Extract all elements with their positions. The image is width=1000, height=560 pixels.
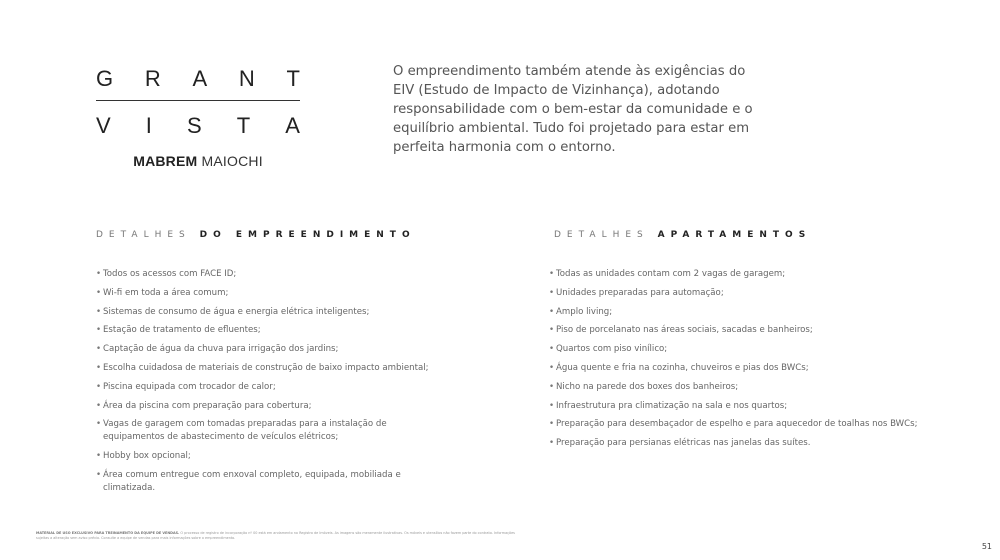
logo-letter: G (96, 66, 114, 91)
intro-paragraph: O empreendimento também atende às exigências do EIV (Estudo de Impacto de Vizinhança), adotando responsabilidade com o bem-estar da comunidade e o equilíbrio ambiental. Tudo foi projetado para estar em perfeita harmonia com o entorno. (393, 64, 753, 155)
section-title-empreendimento (96, 230, 416, 240)
logo-letter: S (186, 113, 202, 138)
list-item: • Unidades preparadas para automação; (549, 287, 929, 300)
section-title-bold: APARTAMENTOS (657, 230, 812, 240)
list-item: • Água quente e fria na cozinha, chuveiros e pias dos BWCs; (549, 362, 929, 375)
logo-letter: V (96, 113, 111, 138)
apartamentos-details-list (549, 268, 929, 456)
logo-letter: T (236, 113, 251, 138)
disclaimer-text: O processo de registro de incorporação nº 00 está em andamento no Registro de Imóveis. As imagens são meramente ilustrativas. Os móveis e utensílios não fazem parte do contrato. Informações sujeitas a alteração sem aviso prévio. Consulte a equipe de vendas para mais informações sobre o empreendimento. (36, 531, 515, 540)
logo-letter: N (238, 66, 255, 91)
list-item: • Wi-fi em toda a área comum; (96, 287, 446, 300)
list-item: • Nicho na parede dos boxes dos banheiros; (549, 381, 929, 394)
list-item: • Amplo living; (549, 306, 929, 319)
list-item: • Sistemas de consumo de água e energia elétrica inteligentes; (96, 306, 446, 319)
section-title-apartamentos (554, 230, 811, 240)
page-number: 51 (981, 542, 992, 551)
logo-divider (96, 100, 300, 101)
list-item: • Piso de porcelanato nas áreas sociais, sacadas e banheiros; (549, 324, 929, 337)
logo-letter: T (286, 66, 300, 91)
logo-letter: I (145, 113, 152, 138)
brand-name (96, 153, 300, 169)
section-title-light: DETALHES (554, 230, 649, 240)
list-item: • Estação de tratamento de efluentes; (96, 324, 446, 337)
list-item: • Hobby box opcional; (96, 450, 446, 463)
list-item: • Escolha cuidadosa de materiais de construção de baixo impacto ambiental; (96, 362, 446, 375)
logo-letter: R (144, 66, 161, 91)
section-title-light: DETALHES (96, 230, 191, 240)
list-item: • Quartos com piso vinílico; (549, 343, 929, 356)
list-item: • Vagas de garagem com tomadas preparadas para a instalação de equipamentos de abastecimento de veículos elétricos; (96, 418, 446, 444)
list-item: • Preparação para persianas elétricas nas janelas das suítes. (549, 437, 929, 450)
logo-word-vista (96, 113, 300, 139)
grant-vista-logo (96, 66, 300, 169)
list-item: • Área da piscina com preparação para cobertura; (96, 400, 446, 413)
list-item: • Área comum entregue com enxoval completo, equipada, mobiliada e climatizada. (96, 469, 446, 495)
empreendimento-details-list (96, 268, 446, 501)
legal-disclaimer (36, 531, 518, 541)
logo-word-grant (96, 66, 300, 92)
list-item: • Piscina equipada com trocador de calor; (96, 381, 446, 394)
section-title-bold: DO EMPREENDIMENTO (199, 230, 416, 240)
brand-light: MAIOCHI (201, 153, 263, 169)
list-item: • Captação de água da chuva para irrigação dos jardins; (96, 343, 446, 356)
list-item: • Todas as unidades contam com 2 vagas de garagem; (549, 268, 929, 281)
disclaimer-bold: MATERIAL DE USO EXCLUSIVO PARA TREINAMENTO DA EQUIPE DE VENDAS. (36, 531, 180, 535)
logo-letter: A (192, 66, 208, 91)
list-item: • Preparação para desembaçador de espelho e para aquecedor de toalhas nos BWCs; (549, 418, 929, 431)
list-item: • Infraestrutura pra climatização na sala e nos quartos; (549, 400, 929, 413)
logo-letter: A (285, 113, 300, 138)
list-item: • Todos os acessos com FACE ID; (96, 268, 446, 281)
brand-bold: MABREM (133, 153, 198, 169)
